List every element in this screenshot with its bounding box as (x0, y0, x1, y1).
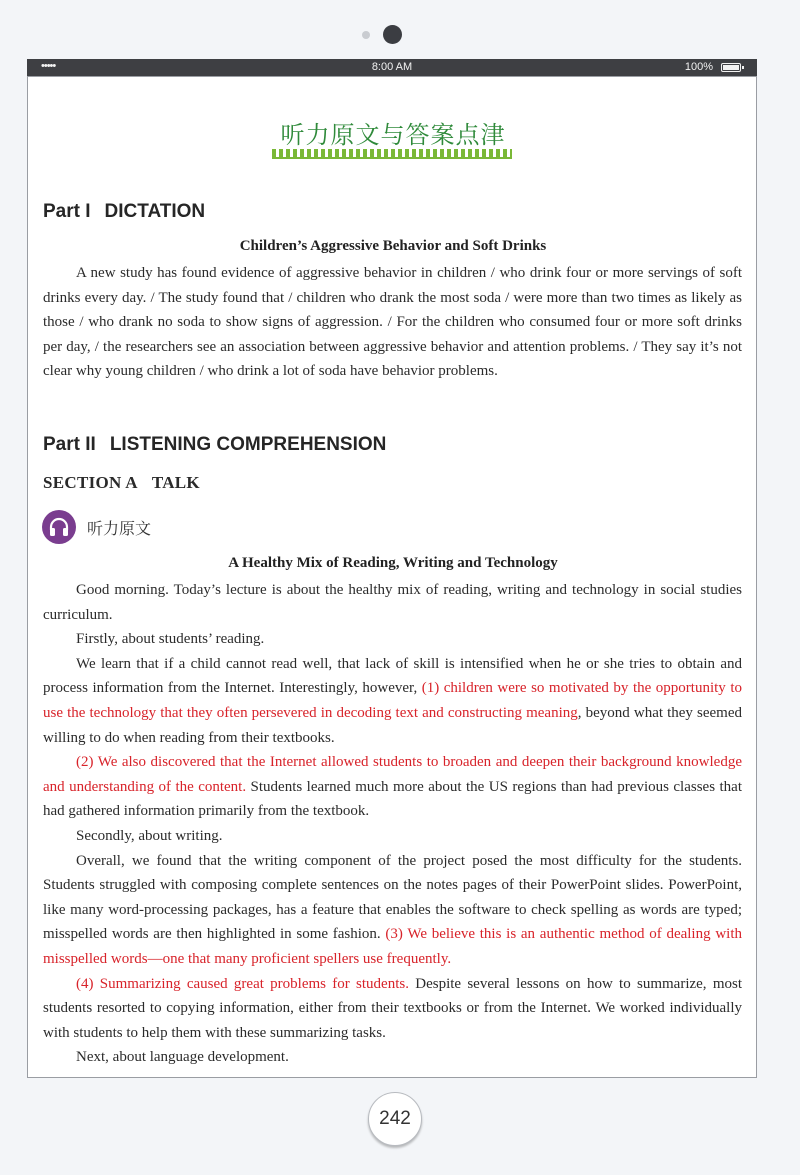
status-bar (27, 59, 757, 76)
sensor-dot (362, 31, 370, 39)
transcript-paragraph: Firstly, about students’ reading. (76, 631, 265, 648)
transcript-paragraph (43, 972, 742, 1046)
transcript-text (43, 578, 742, 1070)
headphone-icon (42, 510, 76, 544)
title-underline-decoration (272, 149, 512, 159)
signal-icon: ••••• (41, 60, 56, 72)
section-name: TALK (151, 473, 200, 492)
section-a-heading (43, 473, 200, 493)
status-time: 8:00 AM (371, 61, 413, 73)
answer-2-highlight: (2) We also discovered that the Internet allowed students to broaden and deepen their background knowledge and understanding of the content. (43, 754, 742, 795)
dictation-paragraph: A new study has found evidence of aggressive behavior in children / who drink four or more servings of soft drinks every day. / The study found that / children who drank the most soda / were more than two times as likely as those / who drank no soda to show signs of aggression. / For the children who consumed four or more soft drinks per day, / the researchers see an association between aggressive behavior and attention problems. / They say it’s not clear why young children / who drink a lot of soda have behavior problems. (43, 265, 742, 380)
transcript-paragraph (43, 750, 742, 824)
part1-dictation-text (43, 261, 742, 384)
battery-percent: 100% (684, 61, 713, 73)
text-segment: Despite several lessons on how to summarize, most students resorted to copying information, either from their textbooks or from the Internet. We worked individually with students to help them with these summarizing tasks. (43, 975, 742, 1041)
text-segment: Students learned much more about the US regions than had previous classes that had gathered information primarily from the textbook. (43, 778, 742, 820)
transcript-label-text: 听力原文 (87, 518, 152, 538)
page-title: 听力原文与答案点津 (280, 121, 506, 149)
part1-title: DICTATION (104, 201, 206, 222)
part2-title: LISTENING COMPREHENSION (109, 434, 387, 455)
battery-icon (721, 63, 741, 72)
part1-number: Part I (43, 201, 91, 222)
transcript-paragraph: Secondly, about writing. (76, 827, 223, 844)
transcript-paragraph (43, 849, 742, 972)
answer-3-highlight: (3) We believe this is an authentic method of dealing with misspelled words—one that many proficient spellers use frequently. (43, 926, 742, 967)
part2-article-title: A Healthy Mix of Reading, Writing and Technology (228, 555, 558, 571)
answer-4-highlight: (4) Summarizing caused great problems for students. (76, 975, 409, 992)
camera-area (0, 24, 800, 46)
text-segment: Overall, we found that the writing component of the project posed the most difficulty for the students. Students struggled with composing complete sentences on the notes pages of their PowerPoint slides. PowerPoint, like many word-processing packages, has a feature that enables the software to check spelling as words are typed; misspelled words are then highlighted in some fashion. (43, 852, 742, 943)
transcript-label (42, 510, 151, 544)
transcript-paragraph: Next, about language development. (76, 1049, 289, 1066)
part1-heading (43, 201, 205, 223)
page-number: 242 (368, 1092, 422, 1146)
book-page (27, 76, 757, 1078)
section-label: SECTION A (43, 473, 138, 492)
camera-lens (383, 25, 402, 44)
text-segment: , beyond what they seemed willing to do when reading from their textbooks. (43, 704, 742, 746)
part1-article-title: Children’s Aggressive Behavior and Soft Drinks (239, 238, 547, 254)
transcript-paragraph: Good morning. Today’s lecture is about the healthy mix of reading, writing and technology in social studies curriculum. (43, 582, 742, 623)
text-segment: We learn that if a child cannot read well, that lack of skill is intensified when he or she tries to obtain and process information from the Internet. Interestingly, however, (43, 655, 742, 697)
part2-number: Part II (43, 434, 96, 455)
transcript-paragraph (43, 652, 742, 750)
part2-heading (43, 434, 386, 456)
answer-1-highlight: (1) children were so motivated by the opportunity to use the technology that they often persevered in decoding text and constructing meaning (43, 680, 742, 721)
